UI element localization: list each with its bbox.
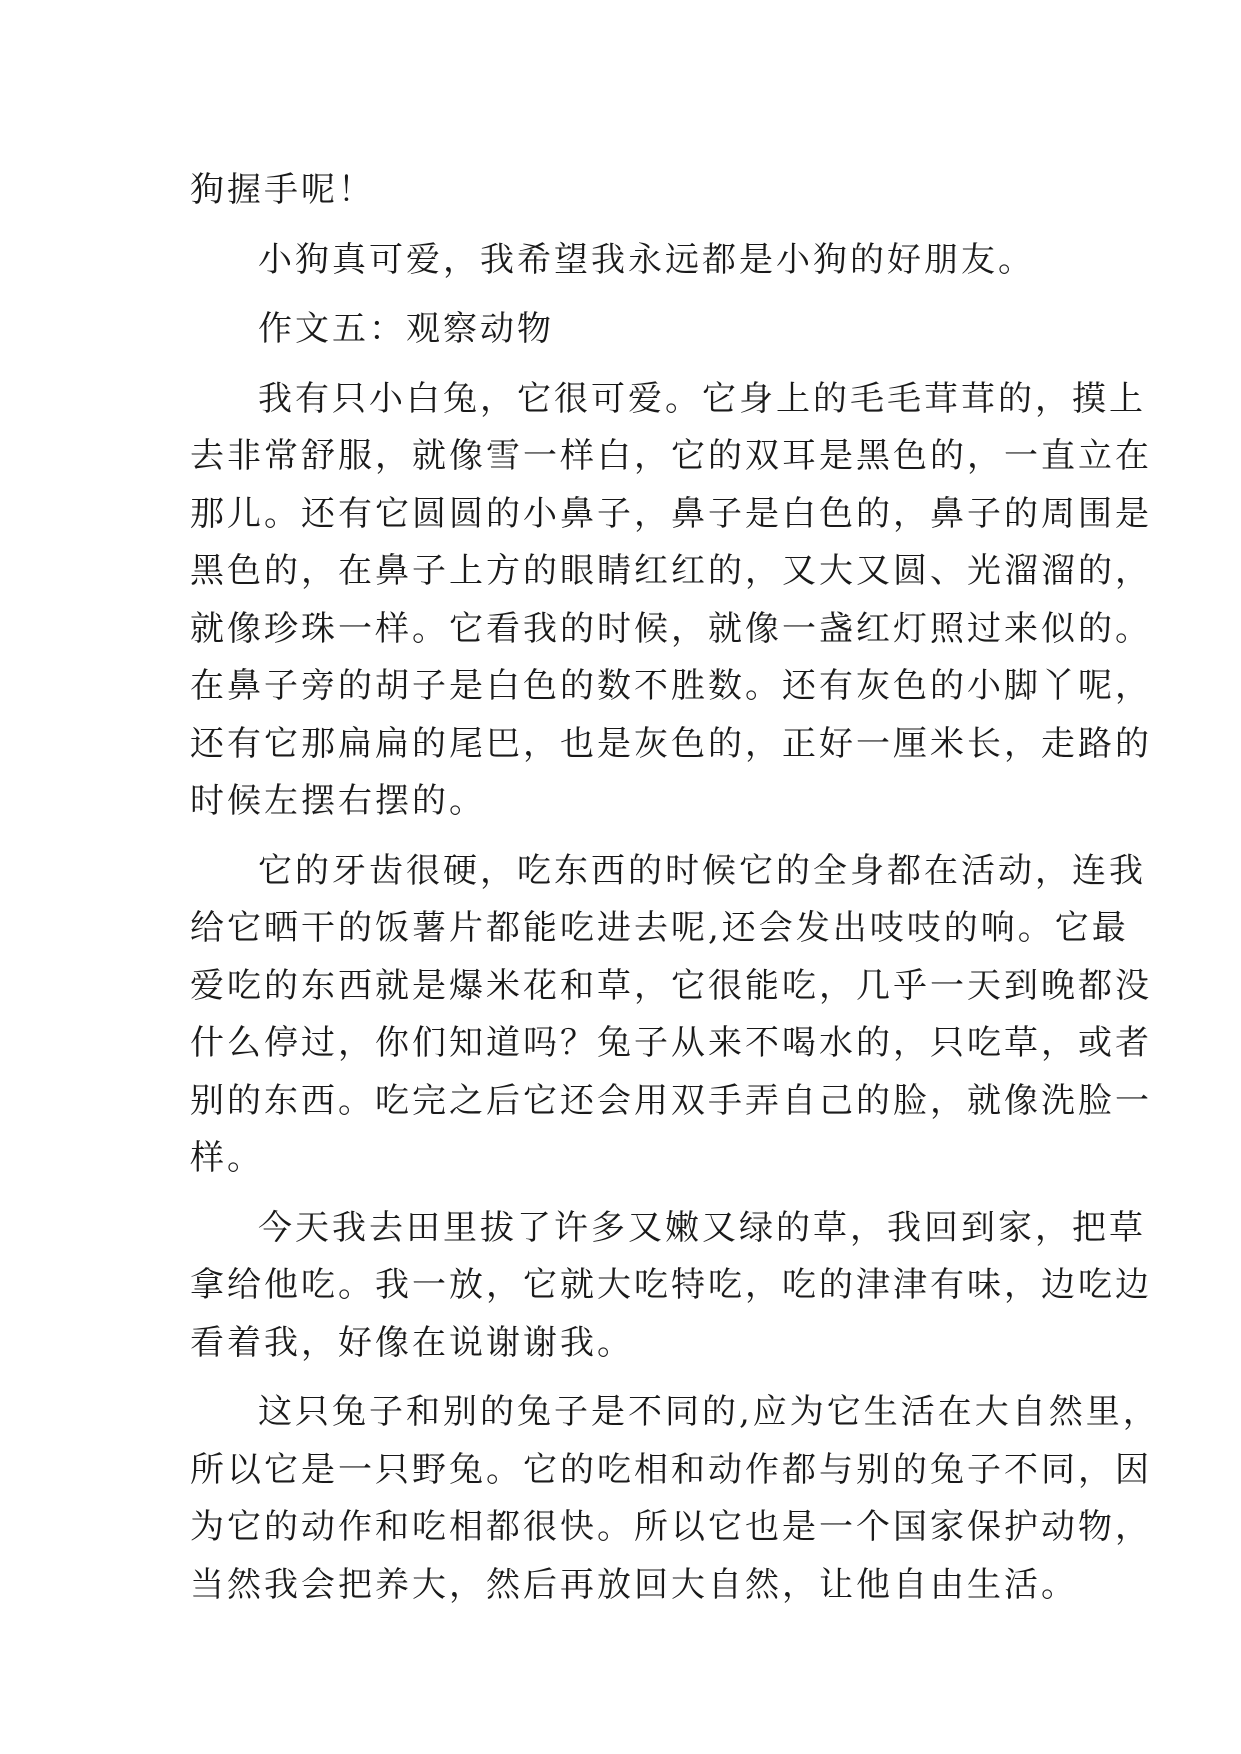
text-line: 为它的动作和吃相都很快。所以它也是一个国家保护动物， <box>190 1507 1152 1547</box>
text-line: 爱吃的东西就是爆米花和草，它很能吃，几乎一天到晚都没 <box>190 965 1152 1006</box>
text-line: 那儿。还有它圆圆的小鼻子，鼻子是白色的，鼻子的周围是 <box>190 493 1152 534</box>
text-line: 给它晒干的饭薯片都能吃进去呢,还会发出吱吱的响。它最 <box>190 908 1129 948</box>
text-line: 当然我会把养大，然后再放回大自然，让他自由生活。 <box>190 1564 1078 1605</box>
text-line: 什么停过，你们知道吗？兔子从来不喝水的，只吃草，或者 <box>190 1023 1152 1063</box>
text-line: 所以它是一只野兔。它的吃相和动作都与别的兔子不同，因 <box>190 1449 1152 1490</box>
paragraph-gap <box>190 289 1052 301</box>
text-line: 拿给他吃。我一放，它就大吃特吃，吃的津津有味，边吃边 <box>190 1265 1152 1305</box>
text-line: 去非常舒服，就像雪一样白，它的双耳是黑色的，一直立在 <box>190 436 1152 476</box>
text-line: 黑色的，在鼻子上方的眼睛红红的，又大又圆、光溜溜的， <box>190 551 1152 591</box>
document-text-body <box>190 162 1160 1614</box>
paragraph-gap <box>190 1372 1052 1384</box>
paragraph-gap <box>190 359 1052 371</box>
text-line: 样。 <box>190 1138 264 1178</box>
text-line: 还有它那扁扁的尾巴，也是灰色的，正好一厘米长，走路的 <box>190 723 1152 764</box>
text-line: 狗握手呢！ <box>190 170 375 210</box>
text-line: 别的东西。吃完之后它还会用双手弄自己的脸，就像洗脸一 <box>190 1080 1152 1121</box>
text-line: 就像珍珠一样。它看我的时候，就像一盏红灯照过来似的。 <box>190 608 1152 649</box>
paragraph-first-line: 作文五：观察动物 <box>258 309 554 349</box>
paragraph-gap <box>190 1188 1052 1200</box>
paragraph-first-line: 今天我去田里拔了许多又嫩又绿的草，我回到家，把草 <box>258 1207 1146 1248</box>
paragraph-gap <box>190 831 1052 843</box>
paragraph-first-line: 小狗真可爱，我希望我永远都是小狗的好朋友。 <box>258 239 1035 280</box>
text-line: 看着我，好像在说谢谢我。 <box>190 1322 634 1363</box>
paragraph-first-line: 这只兔子和别的兔子是不同的,应为它生活在大自然里， <box>258 1392 1160 1432</box>
paragraph-gap <box>190 220 1052 232</box>
text-line: 时候左摆右摆的。 <box>190 781 486 821</box>
text-line: 在鼻子旁的胡子是白色的数不胜数。还有灰色的小脚丫呢， <box>190 666 1152 706</box>
paragraph-first-line: 它的牙齿很硬，吃东西的时候它的全身都在活动，连我 <box>258 850 1146 891</box>
paragraph-first-line: 我有只小白兔，它很可爱。它身上的毛毛茸茸的，摸上 <box>258 378 1146 419</box>
